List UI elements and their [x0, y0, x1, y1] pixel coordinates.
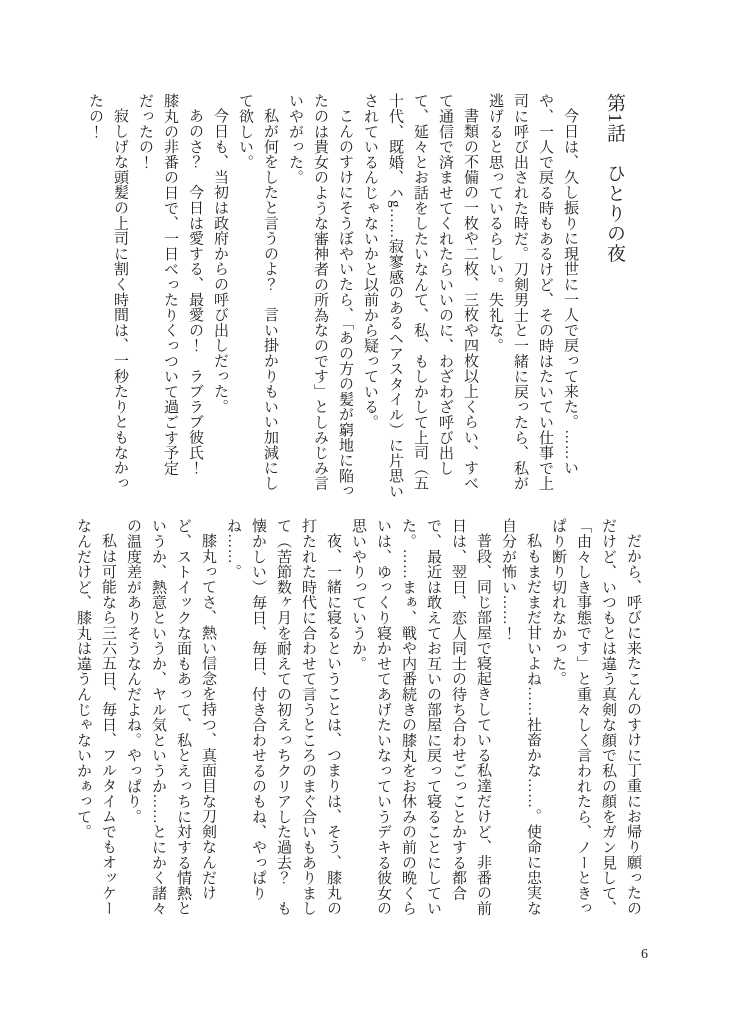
paragraph: 今日は、久し振りに現世に一人で戻って来た。……いや、一人で戻る時もあるけど、その時はたいてい仕事で上司に呼び出された時だ。刀剣男士と一緒に戻ったら、私が逃げると思っているらしい。失礼な。 — [487, 93, 578, 491]
paragraph: 寂しげな頭髪の上司に割く時間は、一秒たりともなかったの！ — [87, 93, 128, 491]
paragraph: 普段、同じ部屋で寝起きしている私達だけど、非番の前日は、翌日、恋人同士の待ち合わせごっことかする都合で、最近は敢えてお互いの部屋に戻って寝ることにしていた。……まぁ、戦や内番続きの膝丸をお休みの前の晩くらいは、ゆっくり寝かせてあげたいなっていうデキる彼女の思いやりっていうか。 — [350, 518, 491, 916]
paragraph: 私が何をしたと言うのよ？ 言い掛かりもいい加減にして欲しい。 — [237, 93, 278, 491]
chapter-title: 第1話 ひとりの夜 — [604, 93, 625, 264]
page-number: 6 — [641, 947, 648, 962]
story-section-bottom — [70, 518, 645, 922]
paragraph: あのさ？ 今日は愛する、最愛の！ ラブラブ彼氏！ 膝丸の非番の日で、一日べったりくっついて過ごす予定だったの！ — [137, 93, 203, 491]
paragraph: だから、呼びに来たこんのすけに丁重にお帰り願ったのだけど、いつもとは違う真剣な顔で私の顔をガン見して、「由々しき事態です」と重々しく言われたら、ノーときっぱり断り切れなかった。 — [550, 518, 641, 916]
paragraph: こんのすけにそうぼやいたら、「あの方の髪が窮地に陥ったのは貴女のような審神者の所為なのです」としみじみ言いやがった。 — [287, 93, 353, 499]
paragraph: 膝丸ってさ、熱い信念を持つ、真面目な刀剣なんだけど、ストイックな面もあって、私とえっちに対する情熱というか、熱意というか、ヤル気というか……とにかく諸々の温度差がありそうなんだよね。やっぱり。 — [125, 518, 216, 916]
paragraph: 夜、一緒に寝るということは、つまりは、そう、膝丸の打たれた時代に合わせて言うところのまぐ合いもありまして（苦節数ヶ月を耐えての初えっちクリアした過去？ も懐かしい）毎日、毎日、付き合わせるのもね、やっぱりね……。 — [225, 518, 341, 916]
paragraph: 今日も、当初は政府からの呼び出しだった。 — [212, 108, 228, 414]
paragraph: 私もまだまだ甘いよね……社畜かな……。使命に忠実な自分が怖い……！ — [500, 518, 541, 916]
story-section-top — [82, 93, 627, 500]
paragraph: 私は可能なら三六五日、毎日、フルタイムでもオッケーなんだけど、膝丸は違うんじゃないかぁって。 — [75, 518, 116, 916]
paragraph: 書類の不備の一枚や二枚、三枚や四枚以上くらい、すべて通信で済ませてくれたらいいのに、わざわざ呼び出して、延々とお話をしたいなんて、私、もしかして上司（五十代、既婚、ハg……寂寥感のあるヘアスタイル）に片思いされているんじゃないかと以前から疑っている。 — [362, 93, 478, 499]
